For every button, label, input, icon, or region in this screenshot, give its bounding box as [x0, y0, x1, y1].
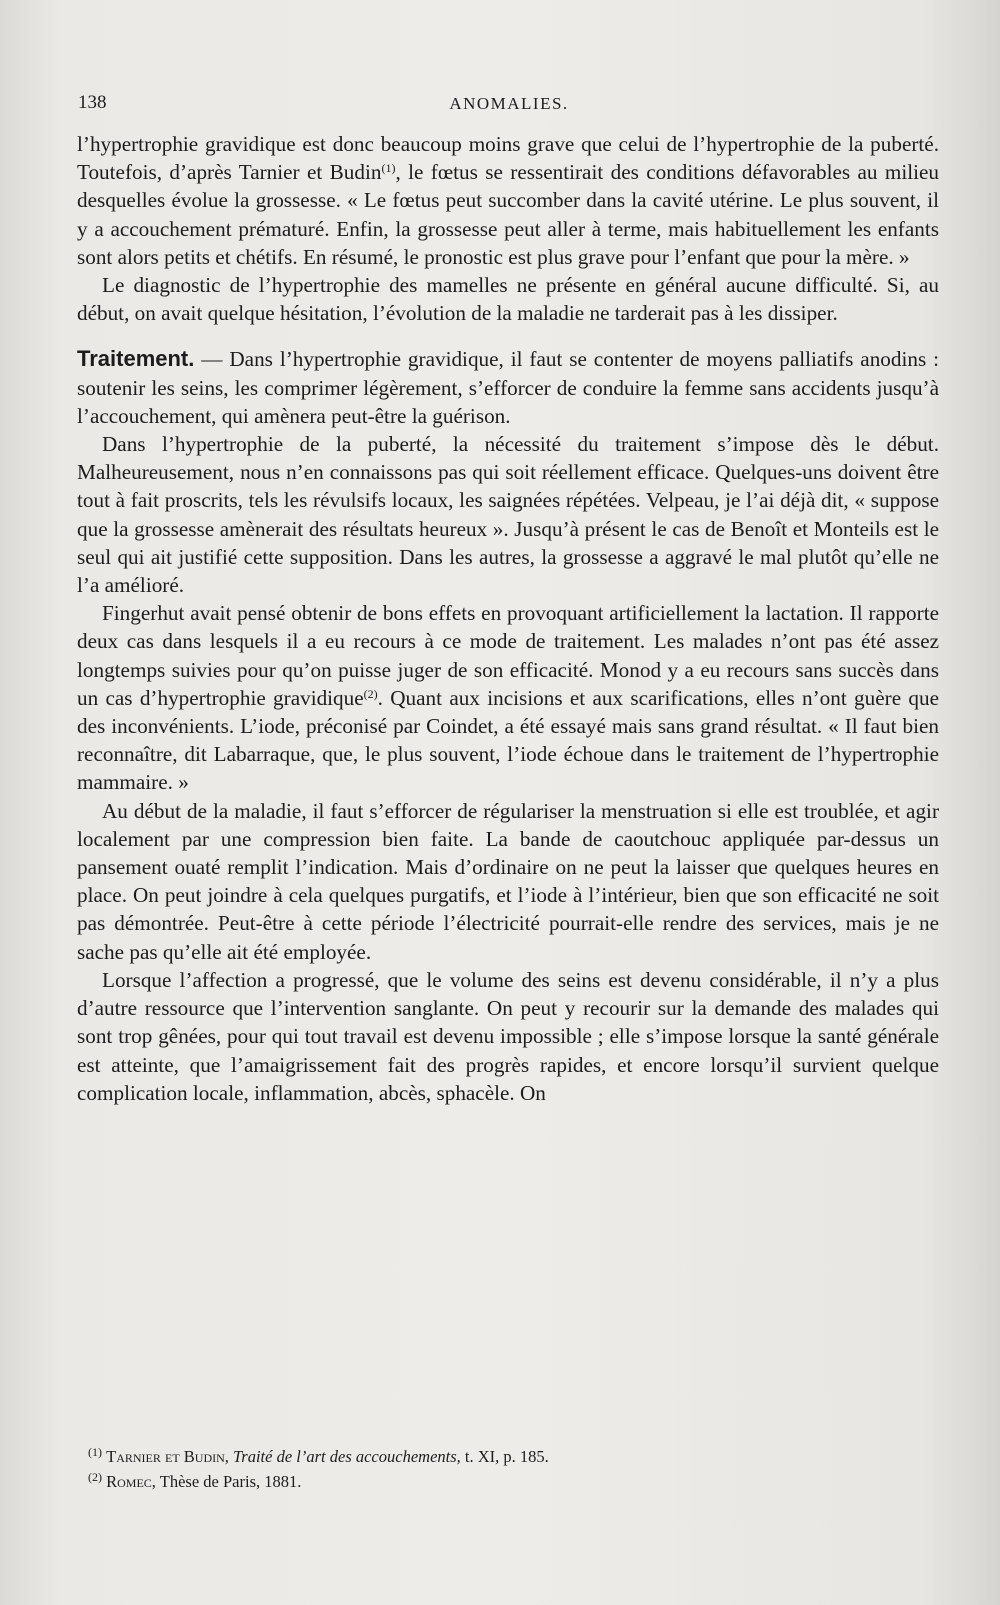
paragraph-fingerhut: Fingerhut avait pensé obtenir de bons effets en provoquant artificiellement la lactation. Il rapporte deux cas dans lesquels il a eu recours à ce mode de traitement. Les malades n’ont pas été assez longtemps suivies pour qu’on puisse juger de son efficacité. Monod y a eu recours sans succès dans un cas d’hypertrophie gravidique$^{(2)}$. Quant aux incisions et aux scarifications, elles n’ont guère que des inconvénients. L’iode, préconisé par Coindet, a été essayé mais sans grand résultat. « Il faut bien reconnaître, dit Labarraque, que, le plus souvent, l’iode échoue dans le traitement de l’hypertrophie mammaire. » — [77, 601, 939, 795]
footnote-2: $^{(2)}$ Romec, Thèse de Paris, 1881. — [88, 1470, 302, 1491]
paragraph-prognosis: l’hypertrophie gravidique est donc beaucoup moins grave que celui de l’hypertrophie de la puberté. Toutefois, d’après Tarnier et Budin$^{(1)}$, le fœtus se ressentirait des conditions défavorables au milieu desquelles évolue la grossesse. « Le fœtus peut succomber dans la cavité utérine. Le plus souvent, il y a accouchement prématuré. Enfin, la grossesse peut aller à terme, mais habituellement les enfants sont alors petits et chétifs. En résumé, le pronostic est plus grave pour l’enfant que pour la mère. » — [77, 132, 939, 269]
paragraph-surgery: Lorsque l’affection a progressé, que le volume des seins est devenu considérable, il n’y a plus d’autre ressource que l’intervention sanglante. On peut y recourir sur la demande des malades qui sont trop gênées, pour qui tout travail est devenu impossible ; elle s’impose lorsque la santé générale est atteinte, que l’amaigrissement fait des progrès rapides, et encore lorsqu’il survient quelque complication locale, inflammation, abcès, sphacèle. On — [77, 967, 939, 1105]
paragraph-puberty-treatment: Dans l’hypertrophie de la puberté, la nécessité du traitement s’impose dès le début. Malheureusement, nous n’en connaissons pas qui soit réellement efficace. Quelques-uns doivent être tout à fait proscrits, tels les révulsifs locaux, les saignées répétées. Velpeau, je l’ai déjà dit, « suppose que la grossesse amènerait des résultats heureux ». Jusqu’à présent le cas de Benoît et Monteils est le seul qui ait justifié cette supposition. Dans les autres, la grossesse a aggravé le mal plutôt qu’elle ne l’a amélioré. — [77, 432, 939, 598]
paragraph-early-stage: Au début de la maladie, il faut s’efforcer de régulariser la menstruation si elle est troublée, et agir localement par une compression bien faite. La bande de caoutchouc appliquée par-dessus un pansement ouaté remplit l’indication. Mais d’ordinaire on ne peut la laisser que quelques heures en place. On peut joindre à cela quelques purgatifs, et l’iode à l’intérieur, bien que son efficacité ne soit pas démontrée. Peut-être à cette période l’électricité pourrait-elle rendre des services, mais je ne sache pas qu’elle ait été employée. — [77, 798, 939, 964]
footnotes — [88, 1442, 908, 1492]
page-header — [78, 92, 940, 122]
section-heading-traitement: Traitement. — [77, 346, 195, 372]
body-text — [77, 130, 939, 1107]
page-number: 138 — [78, 92, 107, 113]
paragraph-diagnosis: Le diagnostic de l’hypertrophie des mamelles ne présente en général aucune difficulté. Si, au début, on avait quelque hésitation, l’évolution de la maladie ne tarderait pas à les dissiper. — [77, 273, 939, 326]
footnote-ref-1: (1) — [381, 161, 396, 176]
footnote-ref-2: (2) — [363, 686, 378, 701]
footnote-1: $^{(1)}$ Tarnier et Budin, Traité de l’art des accouchements, t. XI, p. 185. — [88, 1445, 549, 1466]
paragraph-treatment: Traitement. — Dans l’hypertrophie gravidique, il faut se contenter de moyens palliatifs anodins : soutenir les seins, les comprimer légèrement, s’efforcer de conduire la femme sans accidents jusqu’à l’accouchement, qui amènera peut-être la guérison. — [77, 346, 939, 428]
running-head: ANOMALIES. — [449, 94, 569, 113]
